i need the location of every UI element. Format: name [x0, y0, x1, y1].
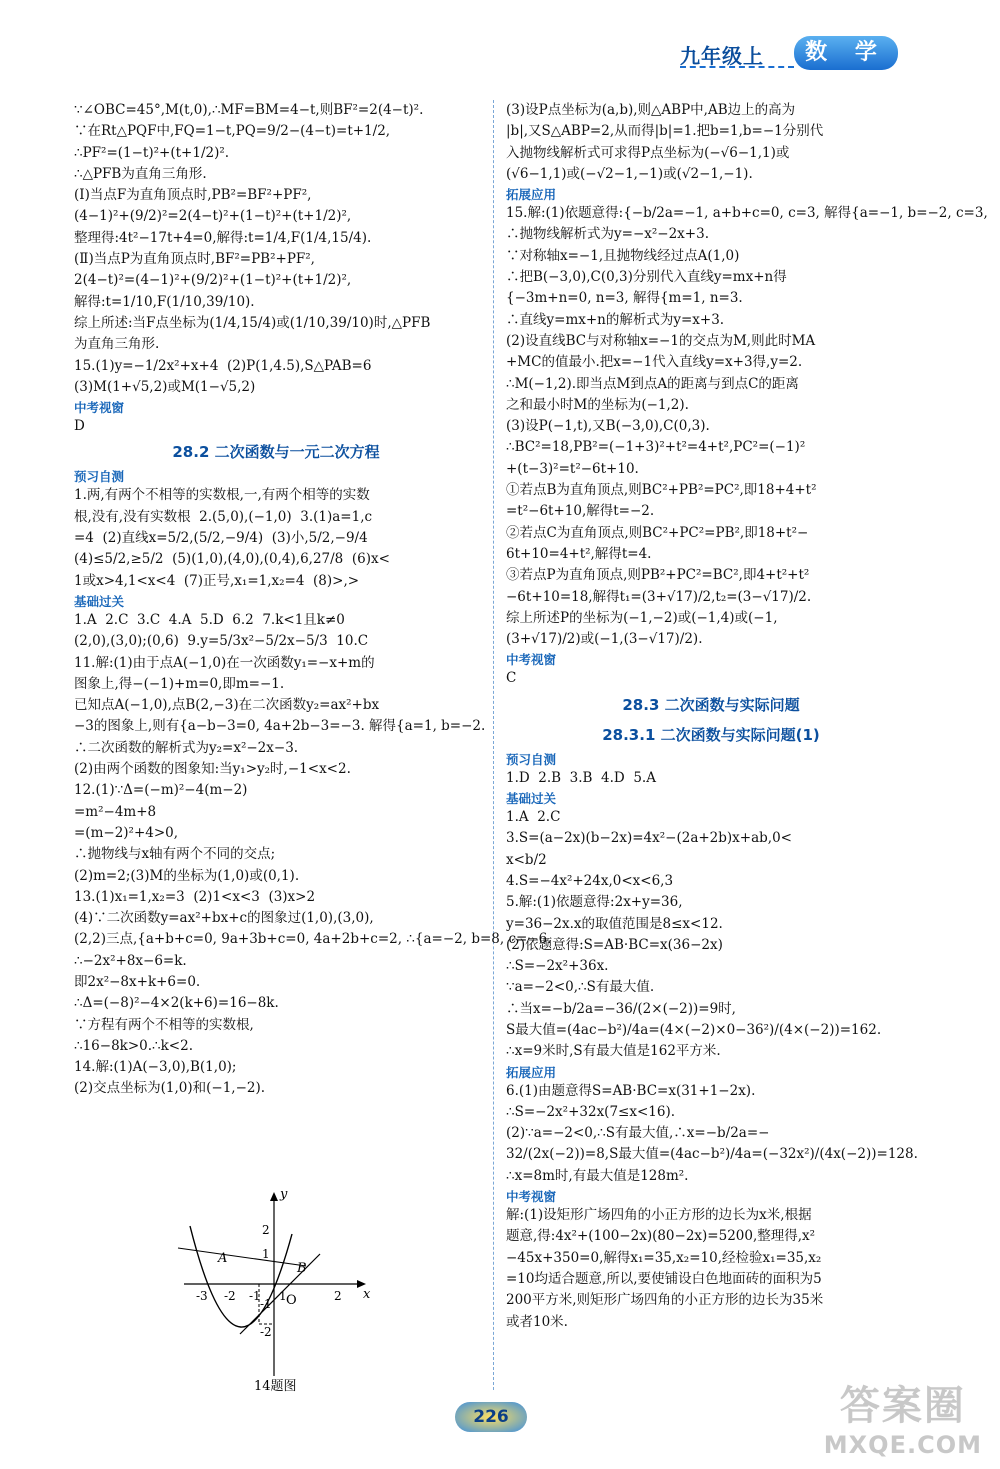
text-line: 6.(1)由题意得S=AB·BC=x(31+1−2x). — [506, 1082, 756, 1099]
text-line: ∴把B(−3,0),C(0,3)分别代入直线y=mx+n得 — [506, 269, 787, 286]
text-line: 14.解:(1)A(−3,0),B(1,0); — [74, 1059, 237, 1076]
watermark-bottom: MXQE.COM — [823, 1431, 982, 1459]
text-line: 1.D 2.B 3.B 4.D 5.A — [506, 769, 656, 786]
section-label: 预习自测 — [74, 469, 125, 485]
text-line: 整理得:4t²−17t+4=0,解得:t=1/4,F(1/4,15/4). — [74, 229, 372, 246]
text-line: ∴二次函数的解析式为y₂=x²−2x−3. — [74, 739, 299, 756]
text-line: 之和最小时M的坐标为(−1,2). — [506, 396, 689, 413]
text-line: 解得:t=1/10,F(1/10,39/10). — [74, 293, 255, 310]
subject-badge: 数 学 — [794, 36, 898, 70]
text-line: ∴x=9米时,S有最大值是162平方米. — [506, 1043, 721, 1060]
text-line: {−3m+n=0, n=3, 解得{m=1, n=3. — [506, 290, 743, 307]
text-line: 15.(1)y=−1/2x²+x+4 (2)P(1,4.5),S△PAB=6 — [74, 357, 372, 374]
watermark-top: 答案圈 — [839, 1383, 966, 1429]
text-line: 13.(1)x₁=1,x₂=3 (2)1<x<3 (3)x>2 — [74, 888, 316, 905]
text-line: y=36−2x.x的取值范围是8≤x<12. — [506, 915, 723, 932]
text-line: ∵在Rt△PQF中,FQ=1−t,PQ=9/2−(4−t)=t+1/2, — [74, 123, 391, 140]
y-tick: 2 — [262, 1223, 270, 1237]
section-label: 预习自测 — [506, 751, 557, 767]
text-line: (2)∵a=−2<0,∴S有最大值,∴x=−b/2a=− — [506, 1125, 770, 1142]
text-line: =10均适合题意,所以,要使铺设白色地面砖的面积为5 — [506, 1270, 822, 1287]
y-axis-arrow-icon — [270, 1192, 278, 1201]
page-number: 226 — [455, 1402, 527, 1432]
text-line: (2)由两个函数的图象知:当y₁>y₂时,−1<x<2. — [74, 761, 351, 778]
text-line: 综上所述P的坐标为(−1,−2)或(−1,4)或(−1, — [506, 609, 778, 626]
text-line: =t²−6t+10,解得t=−2. — [506, 503, 655, 520]
text-line: 已知点A(−1,0),点B(2,−3)在二次函数y₂=ax²+bx — [74, 697, 380, 714]
header-divider — [680, 66, 794, 68]
text-line: 为直角三角形. — [74, 336, 160, 353]
text-line: 1.A 2.C 3.C 4.A 5.D 6.2 7.k<1且k≠0 — [74, 611, 345, 628]
text-line: 入抛物线解析式可求得P点坐标为(−√6−1,1)或 — [506, 144, 790, 161]
text-line: (2,2)三点,{a+b+c=0, 9a+3b+c=0, 4a+2b+c=2, ∴{a=−2, b=8, c=−6. — [74, 931, 552, 948]
text-line: S最大值=(4ac−b²)/4a=(4×(−2)×0−36²)/(4×(−2))=162. — [506, 1021, 882, 1038]
text-line: 根,没有,没有实数根 2.(5,0),(−1,0) 3.(1)a=1,c — [74, 508, 373, 525]
text-line: 2(4−t)²=(4−1)²+(9/2)²+(1−t)²+(t+1/2)², — [74, 272, 352, 289]
x-axis-label: x — [363, 1287, 371, 1302]
section-label: 拓展应用 — [506, 1064, 557, 1080]
x-tick: 1 — [279, 1289, 287, 1303]
text-line: −3的图象上,则有{a−b−3=0, 4a+2b−3=−3. 解得{a=1, b=−2. — [74, 718, 486, 735]
section-title: 28.2 二次函数与一元二次方程 — [172, 443, 380, 462]
text-line: =(m−2)²+4>0, — [74, 824, 179, 841]
text-line: ①若点B为直角顶点,则BC²+PB²=PC²,即18+4+t² — [506, 482, 817, 499]
column-divider — [493, 100, 494, 1390]
y-tick: -2 — [260, 1325, 272, 1339]
text-line: 11.解:(1)由于点A(−1,0)在一次函数y₁=−x+m的 — [74, 654, 375, 671]
y-tick: -1 — [260, 1297, 272, 1311]
parabola-curve — [190, 1226, 292, 1327]
text-line: (4)≤5/2,≥5/2 (5)(1,0),(4,0),(0,4),6,27/8 (6)x< — [74, 551, 390, 568]
text-line: 或者10米. — [506, 1313, 568, 1330]
grade-label: 九年级上 — [680, 44, 764, 68]
y-axis-label: y — [280, 1187, 288, 1202]
text-line: (3)设P点坐标为(a,b),则△ABP中,AB边上的高为 — [506, 102, 796, 118]
text-line: ∴BC²=18,PB²=(−1+3)²+t²=4+t²,PC²=(−1)² — [506, 439, 806, 456]
text-line: (3)设P(−1,t),又B(−3,0),C(0,3). — [506, 418, 710, 435]
text-line: |b|,又S△ABP=2,从而得|b|=1.把b=1,b=−1分别代 — [506, 123, 824, 140]
section-label: 中考视窗 — [506, 1189, 557, 1205]
y-tick: 1 — [262, 1247, 270, 1261]
text-line: +(t−3)²=t²−6t+10. — [506, 460, 639, 477]
text-line: ∵方程有两个不相等的实数根, — [74, 1016, 254, 1033]
text-line: ∴抛物线与x轴有两个不同的交点; — [74, 846, 276, 863]
text-line: ∴△PFB为直角三角形. — [74, 165, 207, 182]
section-label: 拓展应用 — [506, 187, 557, 203]
section-label: 中考视窗 — [506, 652, 557, 668]
text-line: 5.解:(1)依题意得:2x+y=36, — [506, 894, 683, 911]
text-line: 32/(2x(−2))=8,S最大值=(4ac−b²)/4a=(−32x²)/(4x(−2))=128. — [506, 1146, 918, 1163]
text-line: =4 (2)直线x=5/2,(5/2,−9/4) (3)小,5/2,−9/4 — [74, 530, 368, 547]
text-line: 15.解:(1)依题意得:{−b/2a=−1, a+b+c=0, c=3, 解得{a=−1, b=−2, c=3, — [506, 205, 988, 222]
text-line: ∴S=−2x²+36x. — [506, 958, 609, 975]
text-line: ∴当x=−b/2a=−36/(2×(−2))=9时, — [506, 1000, 736, 1017]
text-line: 图象上,得−(−1)+m=0,即m=−1. — [74, 675, 285, 692]
text-line: 3.S=(a−2x)(b−2x)=4x²−(2a+2b)x+ab,0< — [506, 830, 792, 847]
text-line: (4)∵二次函数y=ax²+bx+c的图象过(1,0),(3,0), — [74, 910, 374, 927]
x-tick: -3 — [196, 1289, 208, 1303]
text-line: ∴16−8k>0.∴k<2. — [74, 1037, 194, 1054]
text-line: ∵a=−2<0,∴S有最大值. — [506, 979, 655, 996]
right-column — [506, 100, 988, 1333]
text-line: 1.A 2.C — [506, 809, 561, 826]
text-line: ∴抛物线解析式为y=−x²−2x+3. — [506, 226, 709, 243]
x-tick: -2 — [224, 1289, 236, 1303]
text-line: 综上所述:当F点坐标为(1/4,15/4)或(1/10,39/10)时,△PFB — [74, 314, 431, 331]
text-line: 4.S=−4x²+24x,0<x<6,3 — [506, 872, 674, 889]
text-line: 6t+10=4+t²,解得t=4. — [506, 545, 652, 562]
text-line: (√6−1,1)或(−√2−1,−1)或(√2−1,−1). — [506, 165, 753, 182]
text-line: ∴M(−1,2).即当点M到点A的距离与到点C的距离 — [506, 375, 799, 392]
text-line: D — [74, 418, 85, 435]
x-tick: 2 — [334, 1289, 342, 1303]
text-line: ∴−2x²+8x−6=k. — [74, 952, 187, 969]
text-line: −45x+350=0,解得x₁=35,x₂=10,经检验x₁=35,x₂ — [506, 1249, 822, 1266]
text-line: ②若点C为直角顶点,则BC²+PC²=PB²,即18+t²− — [506, 524, 809, 541]
text-line: −6t+10=18,解得t₁=(3+√17)/2,t₂=(3−√17)/2. — [506, 588, 812, 605]
text-line: ③若点P为直角顶点,则PB²+PC²=BC²,即4+t²+t² — [506, 567, 810, 584]
text-line: ∴Δ=(−8)²−4×2(k+6)=16−8k. — [74, 995, 279, 1012]
text-line: 解:(1)设矩形广场四角的小正方形的边长为x米,根据 — [506, 1207, 812, 1224]
text-line: (2)设直线BC与对称轴x=−1的交点为M,则此时MA — [506, 332, 816, 349]
text-line: 即2x²−8x+k+6=0. — [74, 973, 201, 990]
text-line: (4−1)²+(9/2)²=2(4−t)²+(1−t)²+(t+1/2)², — [74, 208, 352, 225]
text-line: 200平方米,则矩形广场四角的小正方形的边长为35米 — [506, 1292, 824, 1309]
page-header — [672, 36, 902, 72]
text-line: (2)依题意得:S=AB·BC=x(36−2x) — [506, 936, 723, 953]
text-line: 1.两,有两个不相等的实数根,一,有两个相等的实数 — [74, 487, 370, 504]
section-label: 中考视窗 — [74, 400, 125, 416]
text-line: 1或x>4,1<x<4 (7)正号,x₁=1,x₂=4 (8)>,> — [74, 572, 360, 589]
text-line: ∴S=−2x²+32x(7≤x<16). — [506, 1103, 676, 1120]
text-line: (2)m=2;(3)M的坐标为(1,0)或(0,1). — [74, 867, 300, 884]
text-line: (Ⅱ)当点P为直角顶点时,BF²=PB²+PF², — [74, 251, 315, 268]
text-line: x<b/2 — [506, 851, 547, 868]
x-tick: -1 — [249, 1289, 261, 1303]
text-line: 题意,得:4x²+(100−2x)(80−2x)=5200,整理得,x² — [506, 1228, 816, 1245]
section-title: 28.3.1 二次函数与实际问题(1) — [602, 725, 820, 744]
point-label-a: A — [218, 1251, 228, 1266]
figure-caption: 14题图 — [254, 1379, 297, 1394]
text-line: (2)交点坐标为(1,0)和(−1,−2). — [74, 1080, 266, 1097]
text-line: ∴PF²=(1−t)²+(t+1/2)². — [74, 144, 230, 161]
point-label-b: B — [297, 1261, 307, 1276]
text-line: ∵对称轴x=−1,且抛物线经过点A(1,0) — [506, 247, 740, 264]
section-label: 基础过关 — [506, 791, 557, 807]
text-line: +MC的值最小.把x=−1代入直线y=x+3得,y=2. — [506, 354, 803, 371]
text-line: C — [506, 670, 517, 687]
text-line: ∴x=8m时,有最大值是128m². — [506, 1167, 689, 1184]
section-title: 28.3 二次函数与实际问题 — [622, 695, 800, 714]
text-line: (Ⅰ)当点F为直角顶点时,PB²=BF²+PF², — [74, 187, 312, 204]
text-line: 12.(1)∵Δ=(−m)²−4(m−2) — [74, 782, 248, 799]
text-line: ∵∠OBC=45°,M(t,0),∴MF=BM=4−t,则BF²=2(4−t)². — [74, 102, 424, 118]
text-line: (3+√17)/2)或(−1,(3−√17)/2). — [506, 631, 703, 648]
watermark — [824, 1374, 982, 1459]
parabola-figure — [176, 1186, 376, 1396]
text-line: ∴直线y=mx+n的解析式为y=x+3. — [506, 311, 725, 328]
text-line: =m²−4m+8 — [74, 803, 157, 820]
text-line: (3)M(1+√5,2)或M(1−√5,2) — [74, 378, 256, 395]
origin-label: O — [286, 1293, 297, 1308]
text-line: (2,0),(3,0);(0,6) 9.y=5/3x²−5/2x−5/3 10.C — [74, 633, 369, 650]
section-label: 基础过关 — [74, 593, 125, 609]
